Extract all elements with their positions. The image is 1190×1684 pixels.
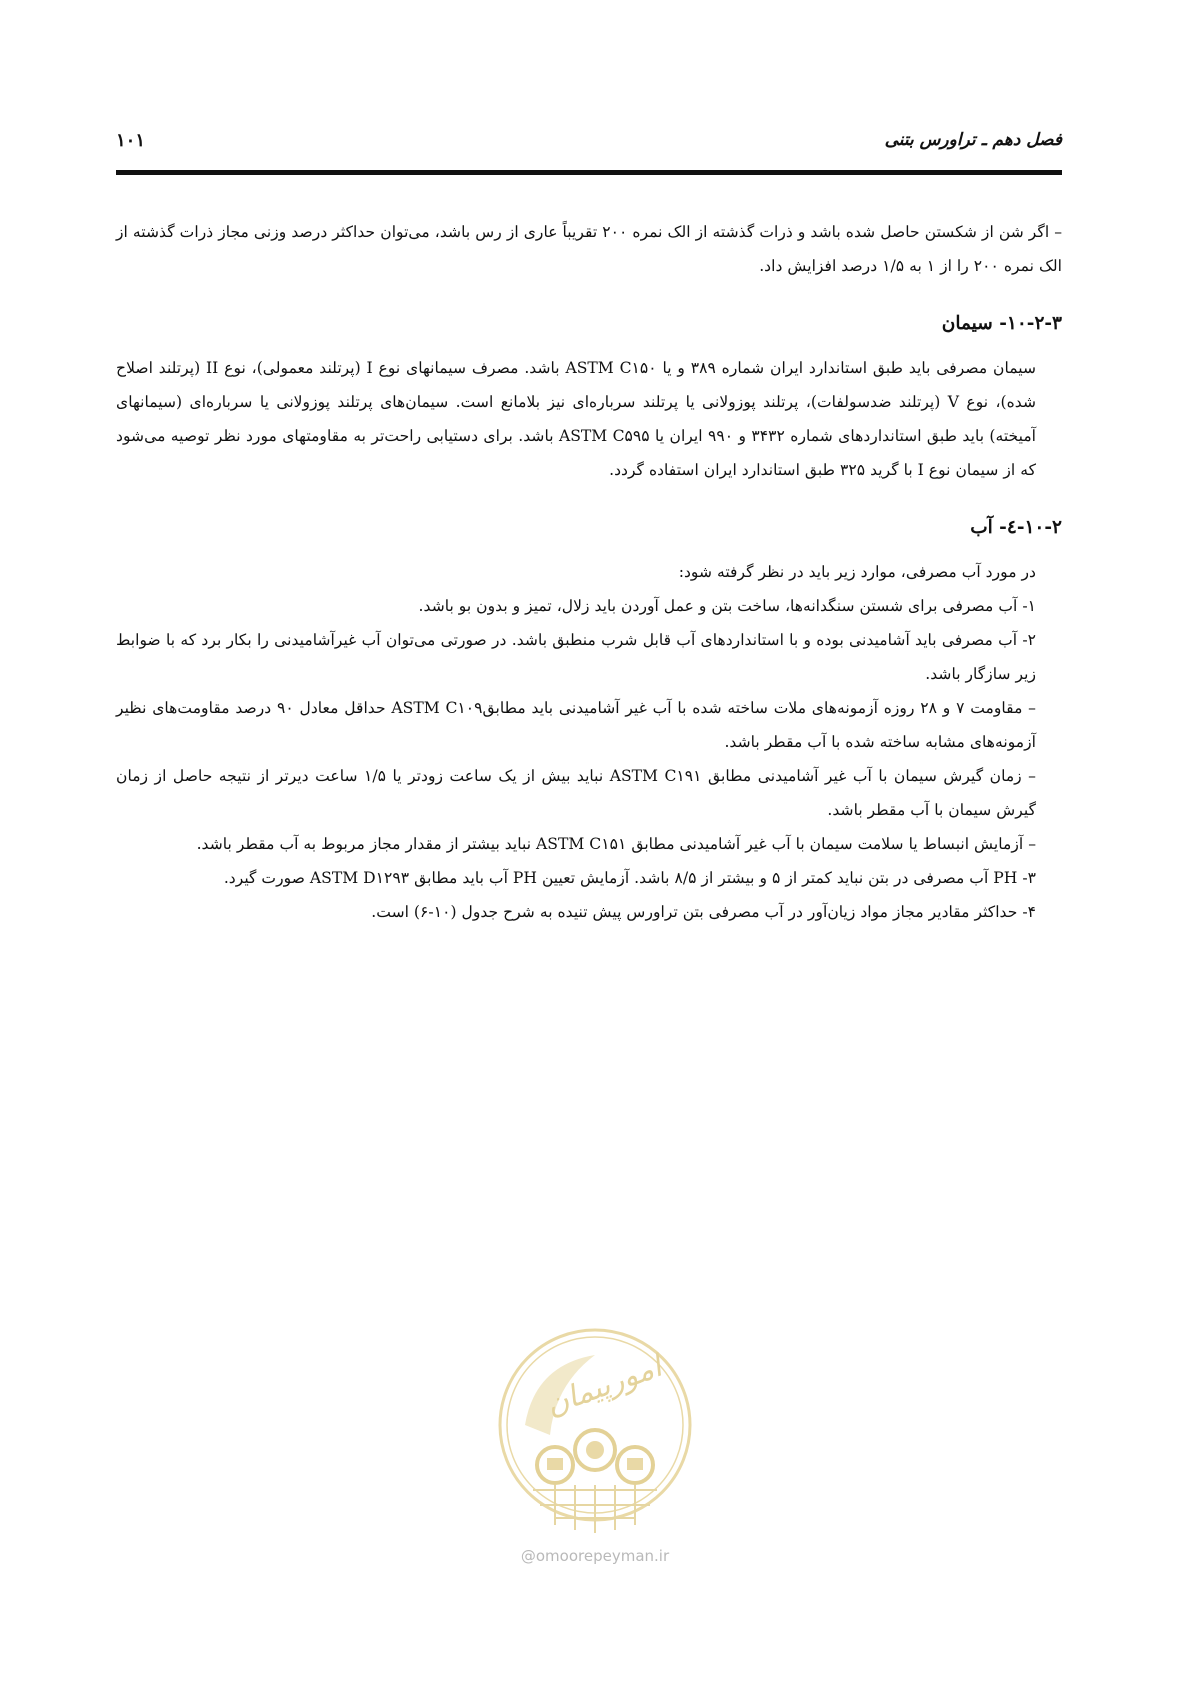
header-rule xyxy=(116,170,1062,175)
section-heading-water: ۱۰-۲-٤- آب xyxy=(970,517,1062,538)
logo-brand-text: امورپیمان xyxy=(541,1349,667,1424)
paragraph-water-intro: در مورد آب مصرفی، موارد زیر باید در نظر گرفته شود: xyxy=(678,563,1036,581)
watermark-logo xyxy=(495,1325,695,1615)
section-heading-cement: ۱۰-۲-۳- سیمان xyxy=(941,313,1062,334)
page-number: ۱۰۱ xyxy=(116,130,146,151)
list-item-4: ۴- حداکثر مقادیر مجاز مواد زیان‌آور در آب مصرفی بتن تراورس پیش تنیده به شرح جدول (۱۰-۶) است. xyxy=(371,903,1036,921)
logo-emblem xyxy=(495,1325,695,1540)
page-body xyxy=(116,215,1062,929)
chapter-title: فصل دهم ـ تراورس بتنی xyxy=(884,130,1062,150)
dash-item-strength: – مقاومت ۷ و ۲۸ روزه آزمونه‌های ملات ساخته شده با آب غیر آشامیدنی باید مطابقASTM C۱۰۹ حداقل معادل ۹۰ درصد مقاومت‌های نظیر آزمونه‌های مشابه ساخته شده با آب مقطر باشد. xyxy=(116,699,1036,751)
paragraph-gravel: – اگر شن از شکستن حاصل شده باشد و ذرات گذشته از الک نمره ۲۰۰ تقریباً عاری از رس باشد، می‌توان حداکثر درصد وزنی مجاز ذرات گذشته از الک نمره ۲۰۰ را از ۱ به ۱/۵ درصد افزایش داد. xyxy=(116,223,1062,275)
paragraph-cement: سیمان مصرفی باید طبق استاندارد ایران شماره ۳۸۹ و یا ASTM C۱۵۰ باشد. مصرف سیمانهای نوع I (پرتلند معمولی)، نوع II (پرتلند اصلاح شده)، نوع V (پرتلند ضدسولفات)، پرتلند پوزولانی یا پرتلند سرباره‌ای نیز بلامانع است. سیمان‌های پرتلند پوزولانی یا سرباره‌ای (سیمانهای آمیخته) باید طبق استانداردهای شماره ۳۴۳۲ و ۹۹۰ ایران یا ASTM C۵۹۵ باشد. برای دستیابی راحت‌تر به مقاومتهای مورد نظر توصیه می‌شود که از سیمان نوع I با گرید ۳۲۵ طبق استاندارد ایران استفاده گردد. xyxy=(116,359,1037,479)
dash-item-setting-time: – زمان گیرش سیمان با آب غیر آشامیدنی مطابق ASTM C۱۹۱ نباید بیش از یک ساعت زودتر یا ۱/۵ ساعت دیرتر از نتیجه حاصل از زمان گیرش سیمان با آب مقطر باشد. xyxy=(116,767,1036,819)
list-item-3: ۳- PH آب مصرفی در بتن نباید کمتر از ۵ و بیشتر از ۸/۵ باشد. آزمایش تعیین PH آب باید مطابق ASTM D۱۲۹۳ صورت گیرد. xyxy=(223,869,1036,887)
watermark-url: @omoorepeyman.ir xyxy=(520,1547,670,1565)
list-item-1: ۱- آب مصرفی برای شستن سنگدانه‌ها، ساخت بتن و عمل آوردن باید زلال، تمیز و بدون بو باشد. xyxy=(418,597,1036,615)
dash-item-soundness: – آزمایش انبساط یا سلامت سیمان با آب غیر آشامیدنی مطابق ASTM C۱۵۱ نباید بیشتر از مقدار مجاز مربوط به آب مقطر باشد. xyxy=(196,835,1036,853)
list-item-2: ۲- آب مصرفی باید آشامیدنی بوده و با استانداردهای آب قابل شرب منطبق باشد. در صورتی می‌توان آب غیرآشامیدنی را بکار برد که با ضوابط زیر سازگار باشد. xyxy=(116,631,1036,683)
page-header xyxy=(116,122,1062,172)
